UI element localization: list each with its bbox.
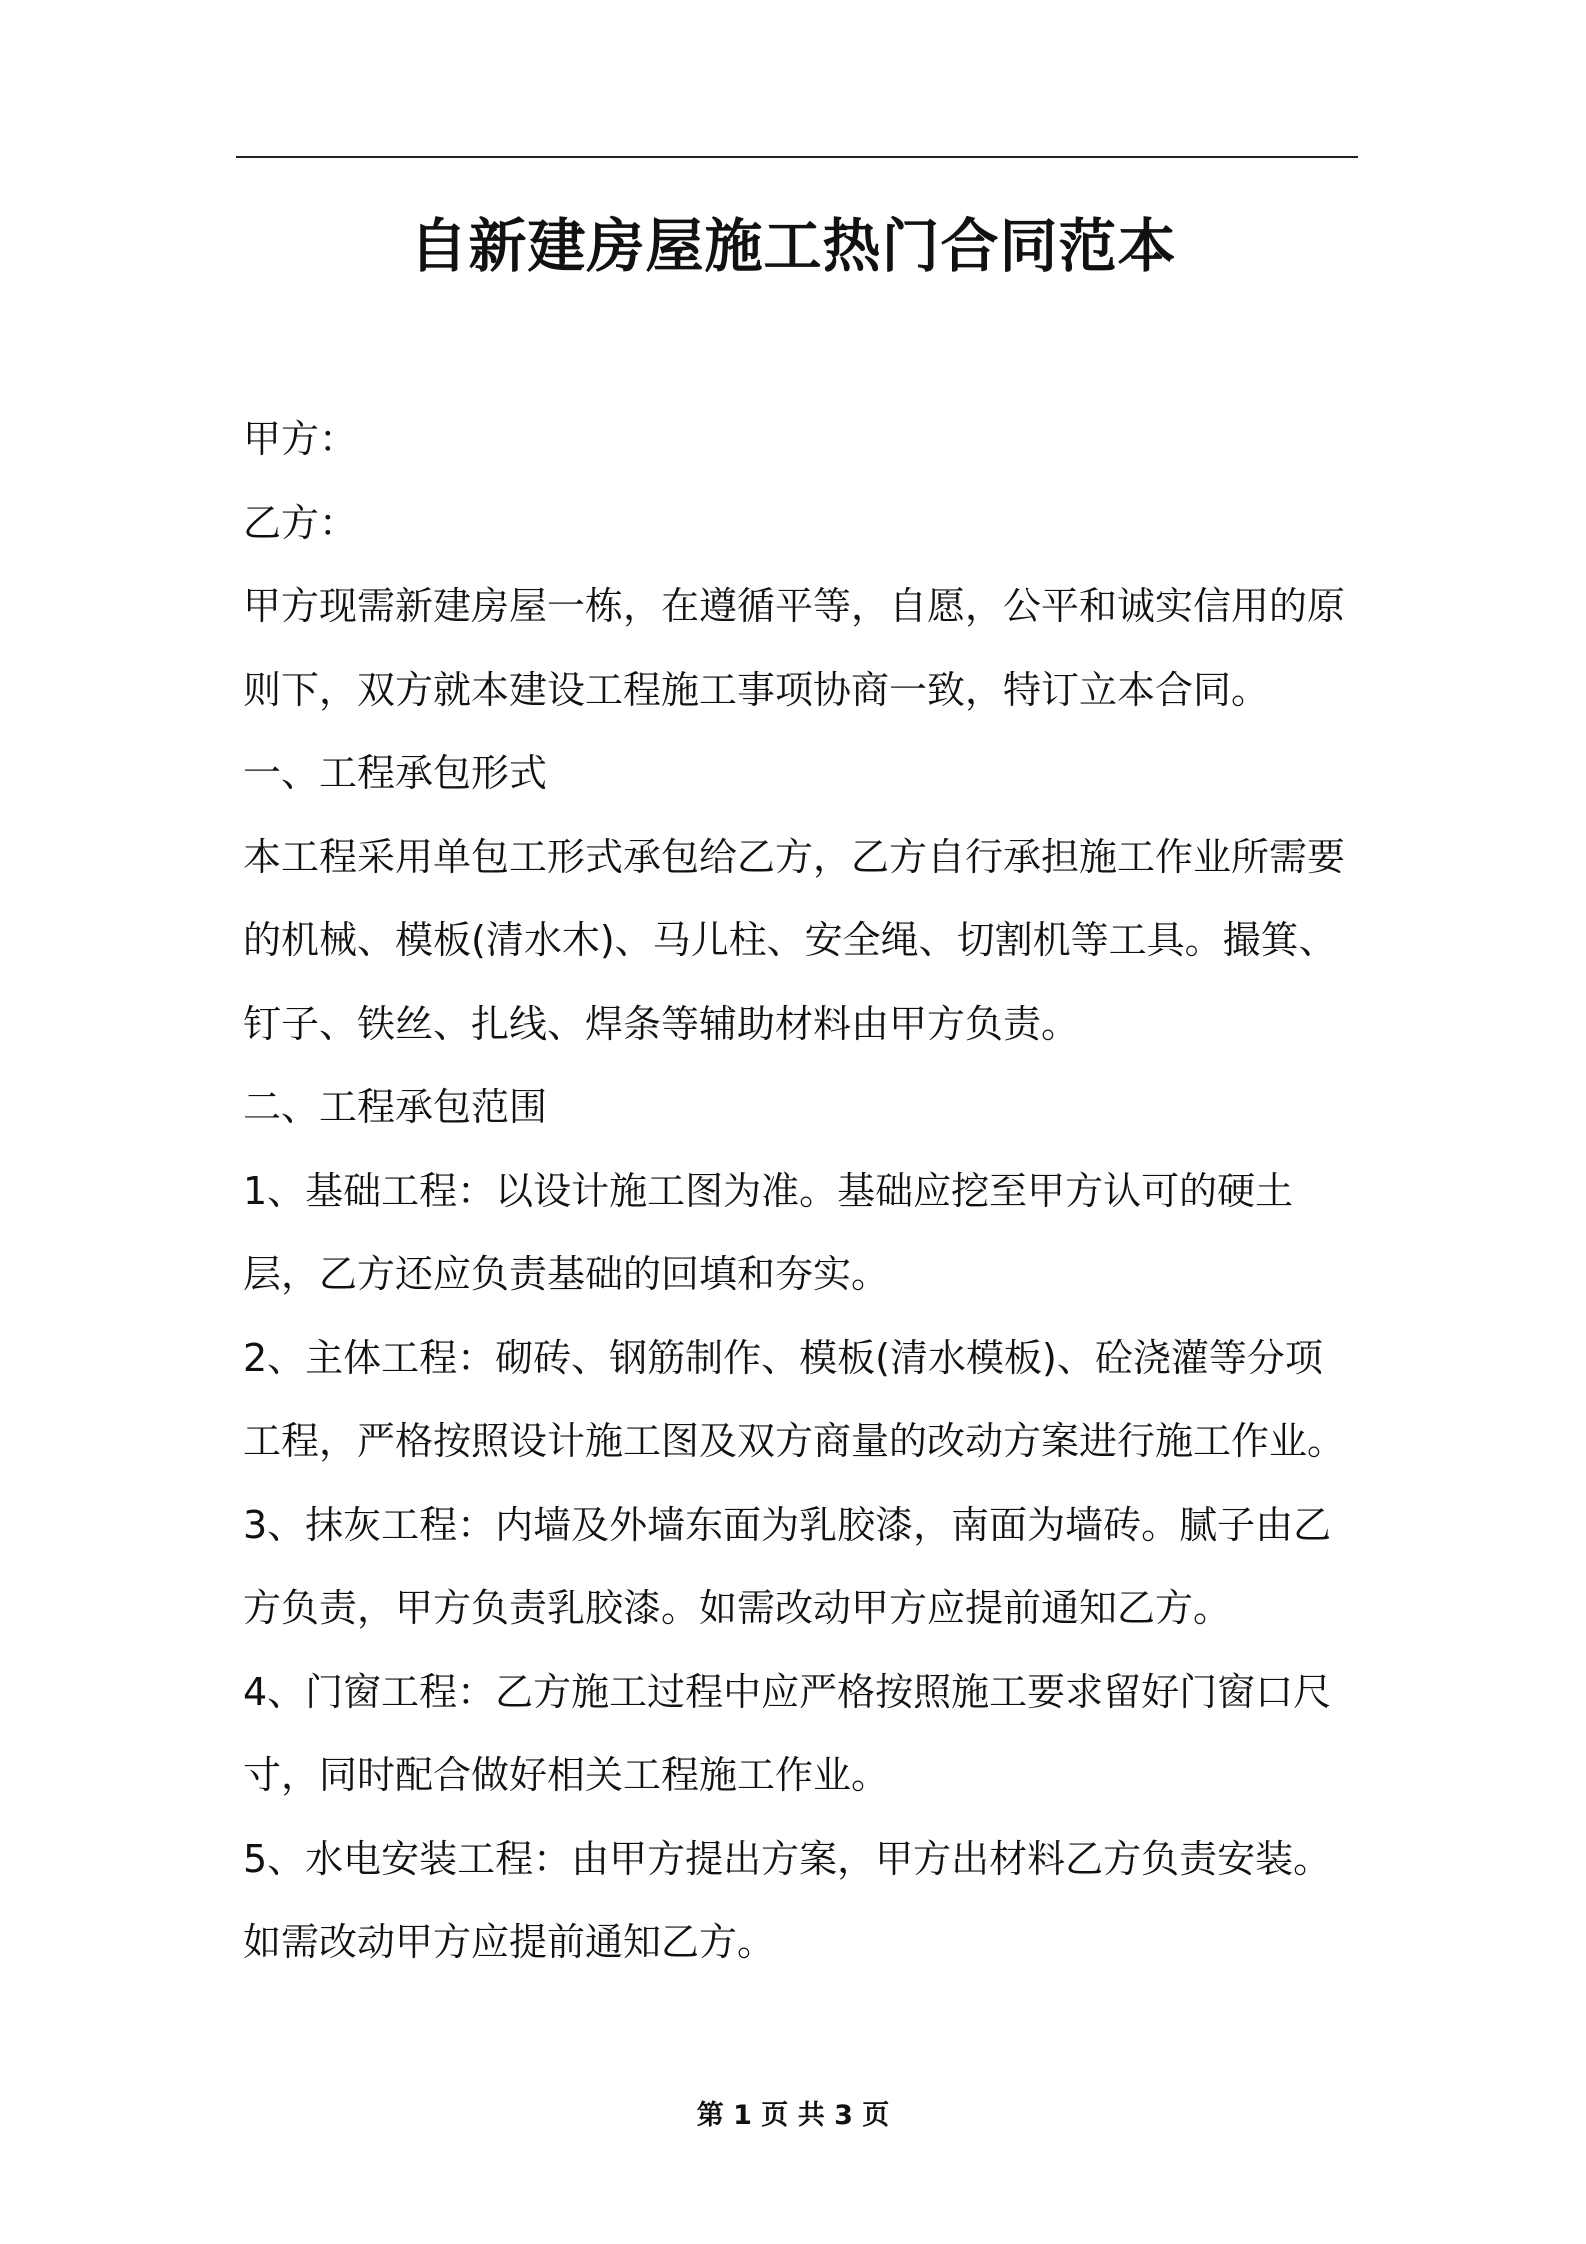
section-heading-contract-scope: 二、工程承包范围 (243, 1085, 548, 1129)
scope-item-plastering: 3、抹灰工程：内墙及外墙东面为乳胶漆，南面为墙砖。腻子由乙方负责，甲方负责乳胶漆。如需改动甲方应提前通知乙方。 (243, 1502, 1332, 1630)
scope-item-foundation: 1、基础工程：以设计施工图为准。基础应挖至甲方认可的硬土层，乙方还应负责基础的回填和夯实。 (243, 1168, 1294, 1296)
scope-item-plumbing-electrical: 5、水电安装工程：由甲方提出方案，甲方出材料乙方负责安装。如需改动甲方应提前通知乙方。 (243, 1836, 1332, 1964)
document-title: 自新建房屋施工热门合同范本 (409, 212, 1177, 280)
scope-item-main-structure: 2、主体工程：砌砖、钢筋制作、模板(清水模板)、砼浇灌等分项工程，严格按照设计施工图及双方商量的改动方案进行施工作业。 (243, 1335, 1346, 1463)
page-number-footer: 第 1 页 共 3 页 (696, 2100, 890, 2131)
section-heading-contract-form: 一、工程承包形式 (243, 751, 548, 795)
contract-form-paragraph: 本工程采用单包工形式承包给乙方，乙方自行承担施工作业所需要的机械、模板(清水木)、马儿柱、安全绳、切割机等工具。撮箕、钉子、铁丝、扎线、焊条等辅助材料由甲方负责。 (243, 834, 1346, 1046)
scope-item-doors-windows: 4、门窗工程：乙方施工过程中应严格按照施工要求留好门窗口尺寸，同时配合做好相关工程施工作业。 (243, 1669, 1332, 1797)
party-a-line: 甲方： (243, 417, 358, 461)
party-b-line: 乙方： (243, 500, 358, 545)
header-rule (236, 156, 1358, 158)
preamble-paragraph: 甲方现需新建房屋一栋，在遵循平等，自愿，公平和诚实信用的原则下，双方就本建设工程施工事项协商一致，特订立本合同。 (243, 584, 1346, 712)
document-body (243, 398, 1358, 1985)
